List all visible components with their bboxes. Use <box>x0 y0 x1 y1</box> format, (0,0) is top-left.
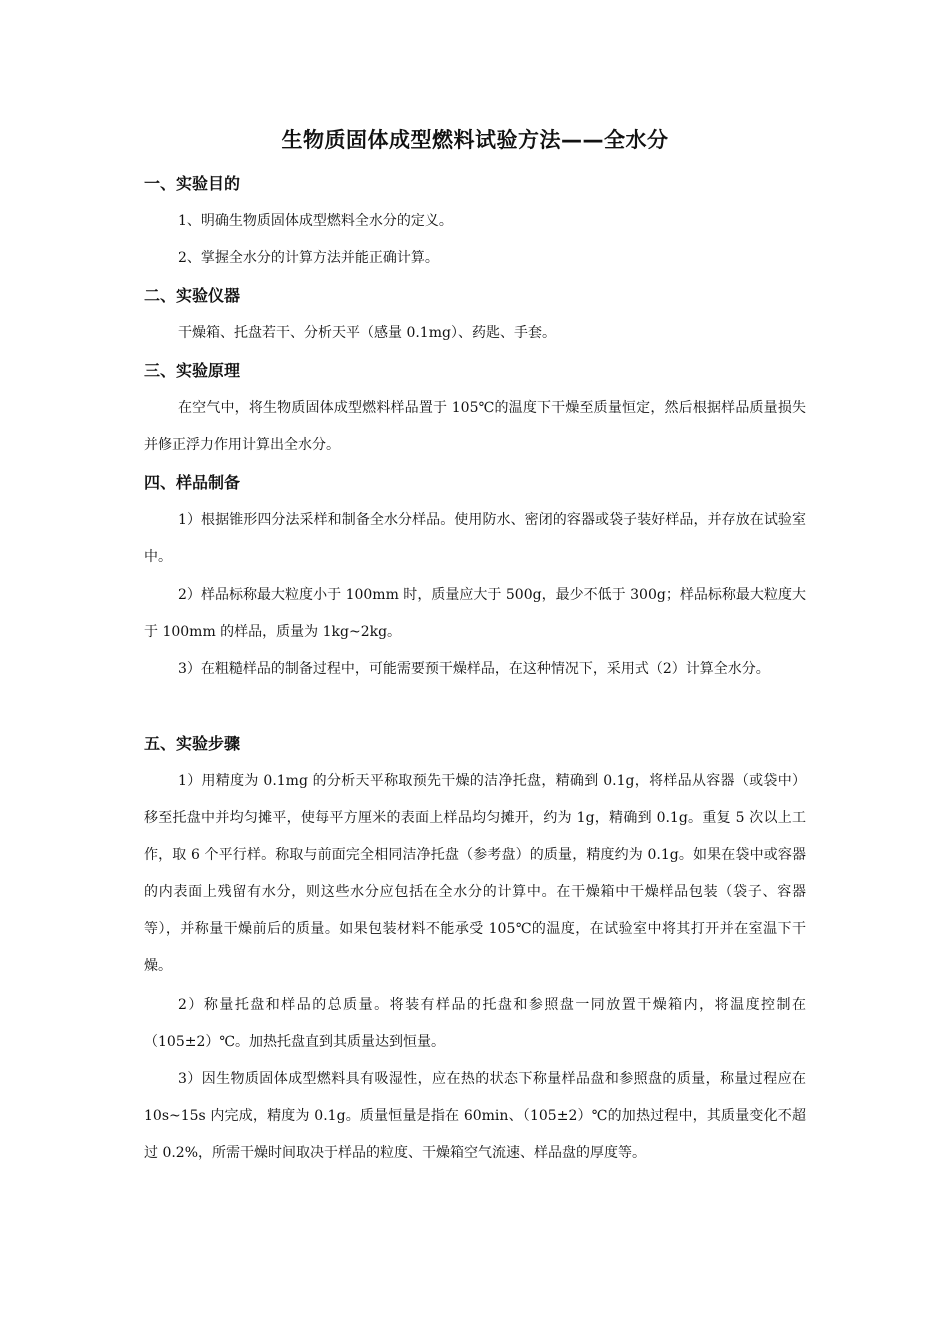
section-heading-procedure: 五、实验步骤 <box>144 734 241 753</box>
paragraph: 2）样品标称最大粒度小于 100mm 时，质量应大于 500g，最少不低于 300g；样品标称最大粒度大于 100mm 的样品，质量为 1kg~2kg。 <box>144 587 806 640</box>
section-heading-purpose: 一、实验目的 <box>144 174 241 193</box>
paragraph: 1）用精度为 0.1mg 的分析天平称取预先干燥的洁净托盘，精确到 0.1g，将样品从容器（或袋中）移至托盘中并均匀摊平，使每平方厘米的表面上样品均匀摊开，约为 1g，精确到 0.1g。重复 5 次以上工作，取 6 个平行样。称取与前面完全相同洁净托盘（参考盘）的质量，精度约为 0.1g。如果在袋中或容器的内表面上残留有水分，则这些水分应包括在全水分的计算中。在干燥箱中干燥样品包装（袋子、容器等），并称量干燥前后的质量。如果包装材料不能承受 105℃的温度，在试验室中将其打开并在室温下干燥。 <box>144 773 806 974</box>
paragraph: 1）根据锥形四分法采样和制备全水分样品。使用防水、密闭的容器或袋子装好样品，并存放在试验室中。 <box>144 512 806 565</box>
paragraph: 1、明确生物质固体成型燃料全水分的定义。 <box>178 213 453 229</box>
section-heading-instruments: 二、实验仪器 <box>144 286 241 305</box>
paragraph: 3）在粗糙样品的制备过程中，可能需要预干燥样品，在这种情况下，采用式（2）计算全水分。 <box>178 661 770 677</box>
paragraph: 2）称量托盘和样品的总质量。将装有样品的托盘和参照盘一同放置干燥箱内，将温度控制在（105±2）℃。加热托盘直到其质量达到恒量。 <box>144 997 806 1050</box>
paragraph: 在空气中，将生物质固体成型燃料样品置于 105℃的温度下干燥至质量恒定，然后根据样品质量损失并修正浮力作用计算出全水分。 <box>144 400 806 453</box>
section-heading-principle: 三、实验原理 <box>144 361 241 380</box>
section-heading-sample-prep: 四、样品制备 <box>144 473 241 492</box>
paragraph: 3）因生物质固体成型燃料具有吸湿性，应在热的状态下称量样品盘和参照盘的质量，称量过程应在 10s~15s 内完成，精度为 0.1g。质量恒量是指在 60min、（105±2）℃的加热过程中，其质量变化不超过 0.2%，所需干燥时间取决于样品的粒度、干燥箱空气流速、样品盘的厚度等。 <box>144 1071 806 1161</box>
document-title: 生物质固体成型燃料试验方法——全水分 <box>281 128 669 152</box>
paragraph: 2、掌握全水分的计算方法并能正确计算。 <box>178 250 439 266</box>
paragraph: 干燥箱、托盘若干、分析天平（感量 0.1mg）、药匙、手套。 <box>178 325 556 341</box>
